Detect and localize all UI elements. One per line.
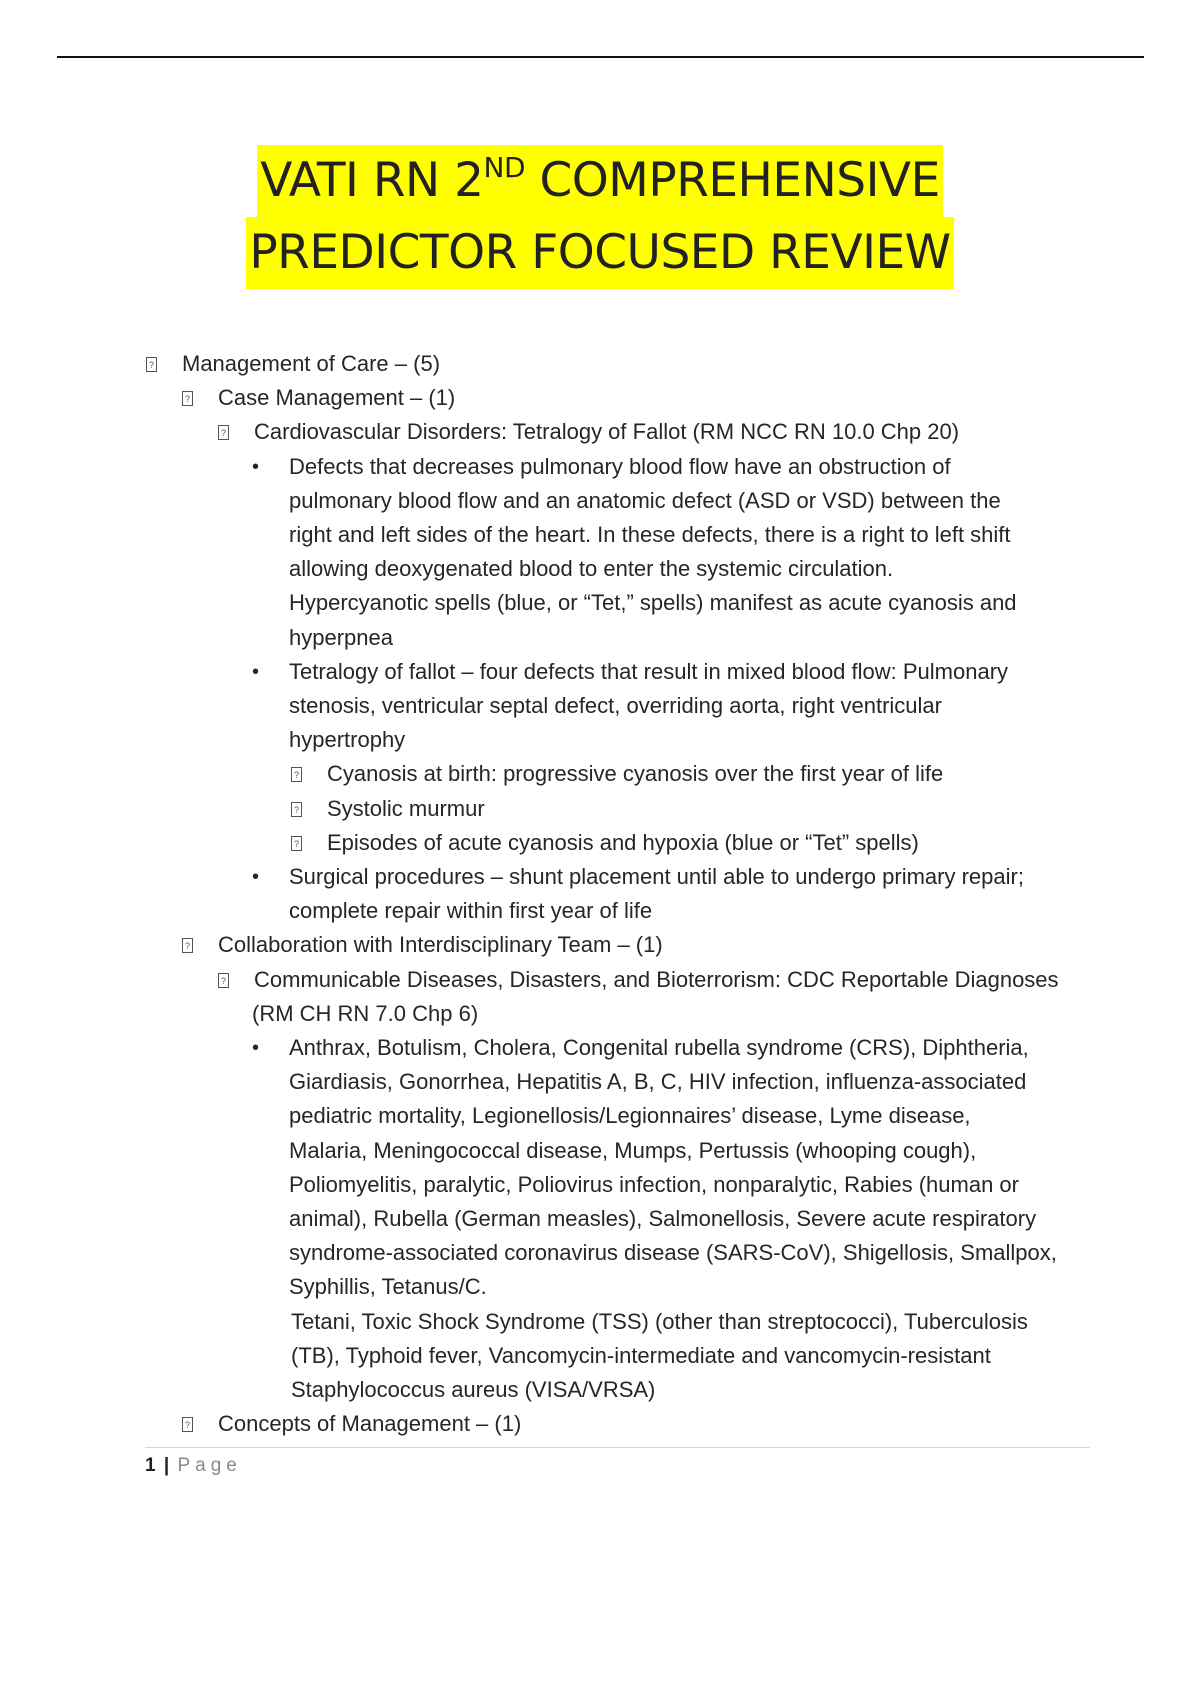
title-line-2: PREDICTOR FOCUSED REVIEW — [246, 217, 953, 289]
bullet-item-line-text: hyperpnea — [289, 624, 393, 650]
document-title — [0, 145, 1200, 289]
bullet-icon: • — [252, 455, 260, 478]
bullet-item-line-text: Giardiasis, Gonorrhea, Hepatitis A, B, C, HIV infection, influenza-associated — [289, 1069, 1027, 1095]
bullet-icon: • — [252, 660, 260, 683]
bullet-item-line-text: pulmonary blood flow and an anatomic defect (ASD or VSD) between the — [289, 487, 1001, 513]
bullet-item-line-text: Anthrax, Botulism, Cholera, Congenital rubella syndrome (CRS), Diphtheria, — [289, 1035, 1029, 1060]
bullet-icon: • — [252, 1037, 260, 1059]
header-rule — [57, 56, 1144, 58]
sub-list-item-text: Cyanosis at birth: progressive cyanosis over the first year of life — [327, 761, 944, 787]
unknown-glyph-icon: ? — [218, 973, 229, 988]
outline-level2-item-text: Case Management – (1) — [218, 385, 456, 411]
title-superscript: ND — [483, 151, 526, 184]
bullet-item-line-text: Tetani, Toxic Shock Syndrome (TSS) (other than streptococci), Tuberculosis — [291, 1308, 1028, 1334]
outline-level3-item-text: Cardiovascular Disorders: Tetralogy of Fallot (RM NCC RN 10.0 Chp 20) — [254, 419, 960, 445]
unknown-glyph-icon: ? — [291, 767, 302, 782]
unknown-glyph-icon: ? — [291, 836, 302, 851]
bullet-item-line-text: hypertrophy — [289, 727, 406, 753]
bullet-item-line-text: Poliomyelitis, paralytic, Poliovirus infection, nonparalytic, Rabies (human or — [289, 1171, 1019, 1197]
footer-rule — [145, 1447, 1090, 1448]
bullet-icon: • — [252, 866, 260, 888]
page-label: Page — [177, 1455, 242, 1476]
bullet-item-line-text: Malaria, Meningococcal disease, Mumps, Pertussis (whooping cough), — [289, 1137, 977, 1163]
bullet-item-line-text: syndrome-associated coronavirus disease (SARS-CoV), Shigellosis, Smallpox, — [289, 1240, 1057, 1266]
bullet-item-line-text: (TB), Typhoid fever, Vancomycin-intermediate and vancomycin-resistant — [291, 1342, 991, 1368]
sub-list-item-text: Systolic murmur — [327, 795, 485, 821]
bullet-item-line-text: complete repair within first year of life — [289, 898, 653, 924]
bullet-item-line-text: Tetralogy of fallot – four defects that result in mixed blood flow: Pulmonary — [289, 658, 1009, 684]
bullet-item-line-text: Surgical procedures – shunt placement until able to undergo primary repair; — [289, 864, 1024, 889]
bullet-item-line-text: animal), Rubella (German measles), Salmonellosis, Severe acute respiratory — [289, 1206, 1037, 1231]
bullet-item-line-text: Staphylococcus aureus (VISA/VRSA) — [291, 1377, 656, 1402]
outline-level3-item-text: Communicable Diseases, Disasters, and Bioterrorism: CDC Reportable Diagnoses — [254, 966, 1059, 992]
sub-list-item-text: Episodes of acute cyanosis and hypoxia (blue or “Tet” spells) — [327, 829, 919, 855]
footer-separator: | — [163, 1455, 170, 1476]
page-footer — [145, 1453, 242, 1479]
title-line-1 — [257, 145, 943, 217]
unknown-glyph-icon: ? — [218, 425, 229, 440]
outline-level1-item-text: Management of Care – (5) — [182, 351, 441, 376]
outline-level2-item-text: Concepts of Management – (1) — [218, 1411, 522, 1437]
bullet-item-line-text: Syphillis, Tetanus/C. — [289, 1274, 487, 1300]
title-suffix: COMPREHENSIVE — [525, 153, 940, 208]
bullet-item-line-text: stenosis, ventricular septal defect, overriding aorta, right ventricular — [289, 693, 942, 718]
bullet-item-line-text: Hypercyanotic spells (blue, or “Tet,” spells) manifest as acute cyanosis and — [289, 590, 1017, 616]
outline-level3-item-text: (RM CH RN 7.0 Chp 6) — [252, 1000, 479, 1026]
title-prefix: VATI RN 2 — [260, 153, 484, 208]
unknown-glyph-icon: ? — [182, 391, 193, 406]
unknown-glyph-icon: ? — [182, 1417, 193, 1432]
bullet-item-line-text: pediatric mortality, Legionellosis/Legionnaires’ disease, Lyme disease, — [289, 1103, 971, 1129]
unknown-glyph-icon: ? — [291, 802, 302, 817]
page-number: 1 — [145, 1455, 156, 1476]
bullet-item-line-text: allowing deoxygenated blood to enter the systemic circulation. — [289, 556, 894, 582]
bullet-item-line-text: right and left sides of the heart. In these defects, there is a right to left shift — [289, 522, 1011, 547]
unknown-glyph-icon: ? — [146, 357, 157, 372]
outline-level2-item-text: Collaboration with Interdisciplinary Team – (1) — [218, 932, 663, 958]
bullet-item-line-text: Defects that decreases pulmonary blood flow have an obstruction of — [289, 453, 951, 479]
unknown-glyph-icon: ? — [182, 938, 193, 953]
